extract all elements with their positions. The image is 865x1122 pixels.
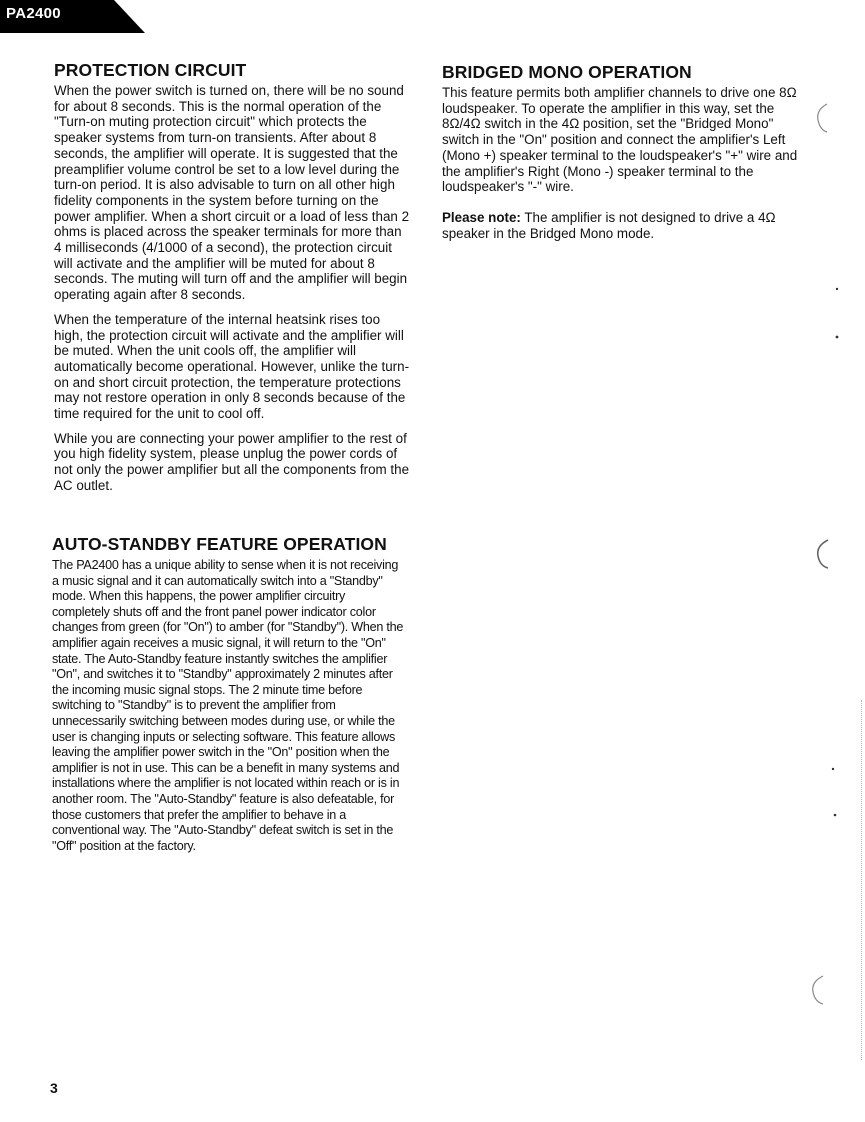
protection-paragraph-3: While you are connecting your power amplifier to the rest of you high fidelity system, please unplug the power cords of not only the power amplifier but all the components from the AC outlet. [54, 430, 410, 493]
protection-paragraph-2: When the temperature of the internal heatsink rises too high, the protection circuit will activate and the amplifier will be muted. When the unit cools off, the amplifier will automatically become operational. However, unlike the turn-on and short circuit protection, the temperature protections may not restore operation in only 8 seconds because of the time required for the unit to cool off. [54, 311, 410, 422]
bridged-paragraph: This feature permits both amplifier channels to drive one 8Ω loudspeaker. To operate the amplifier in this way, set the 8Ω/4Ω switch in the 4Ω position, set the "Bridged Mono" switch in the "On" position and connect the amplifier's Left (Mono +) speaker terminal to the loudspeaker's "+" wire and the amplifier's Right (Mono -) speaker terminal to the loudspeaker's "-" wire. [442, 85, 798, 195]
auto-standby-title: AUTO-STANDBY FEATURE OPERATION [52, 534, 387, 554]
note-label: Please note: [442, 209, 521, 225]
binder-hole-mark-1 [812, 100, 832, 136]
bridged-section [442, 62, 802, 241]
note-text: The amplifier is not designed to drive a 4Ω speaker in the Bridged Mono mode. [442, 209, 776, 241]
page-number: 3 [50, 1080, 58, 1096]
speck-1 [834, 286, 840, 292]
auto-standby-paragraph: The PA2400 has a unique ability to sense when it is not receiving a music signal and it can automatically switch into a "Standby" mode. When this happens, the power amplifier circuitry completely shuts off and the front panel power indicator color changes from green (for "On") to amber (for "Standby"). When the amplifier again receives a music signal, it will return to the "On" state. The Auto-Standby feature instantly switches the amplifier "On", and switches it to "Standby" approximately 2 minutes after the incoming music signal stops. The 2 minute time before switching to "Standby" is to prevent the amplifier from unnecessarily switching between modes during use, or while the user is changing inputs or selecting software. This feature allows leaving the amplifier power switch in the "On" position when the amplifier is not in use. This can be a benefit in many systems and installations where the amplifier is not located within reach or is in another room. The "Auto-Standby" feature is also defeatable, for those customers that prefer the amplifier to behave in a conventional way. The "Auto-Standby" defeat switch is set in the "Off" position at the factory. [52, 558, 404, 853]
bridged-note [442, 210, 802, 241]
protection-paragraph-1: When the power switch is turned on, there will be no sound for about 8 seconds. This is the normal operation of the "Turn-on muting protection circuit" which protects the speaker systems from turn-on transients. After about 8 seconds, the amplifier will operate. It is suggested that the preamplifier volume control be set to a low level during the turn-on period. It is also advisable to turn on all other high fidelity components in the system before turning on the power amplifier. When a short circuit or a load of less than 2 ohms is placed across the speaker terminals for more than 4 milliseconds (4/1000 of a second), the protection circuit will activate and the amplifier will be muted for about 8 seconds. The muting will turn off and the amplifier will begin operating again after 8 seconds. [54, 83, 410, 303]
binder-hole-mark-2 [812, 536, 834, 572]
protection-title: PROTECTION CIRCUIT [54, 60, 247, 80]
speck-3 [830, 766, 836, 772]
speck-4 [832, 812, 838, 818]
protection-section [54, 60, 410, 494]
auto-standby-section [52, 534, 404, 854]
speck-2 [834, 334, 840, 340]
binder-hole-mark-3 [806, 972, 830, 1008]
bridged-title: BRIDGED MONO OPERATION [442, 62, 692, 82]
scan-edge-line [861, 700, 863, 1060]
model-tab [0, 0, 145, 33]
model-tab-label: PA2400 [6, 5, 61, 22]
